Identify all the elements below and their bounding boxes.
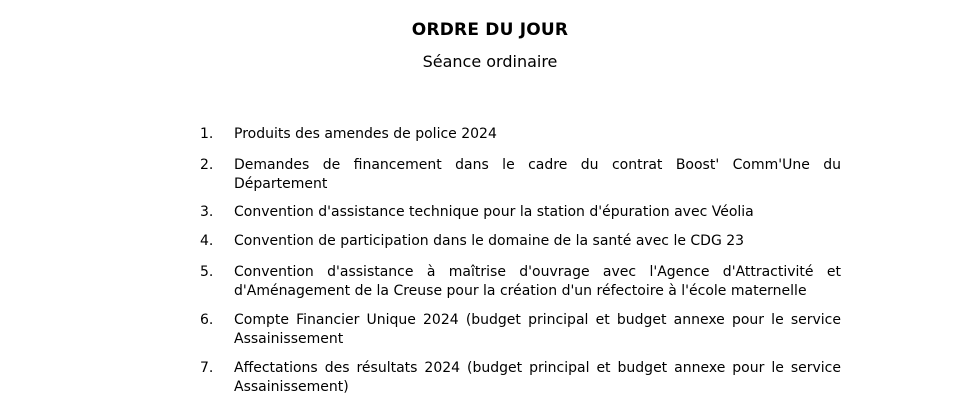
agenda-item-text: Affectations des résultats 2024 (budget principal et budget annexe pour le service Assainissement) bbox=[234, 360, 841, 395]
agenda-item-number: 7. bbox=[200, 360, 214, 376]
agenda-item-text: Convention d'assistance technique pour la station d'épuration avec Véolia bbox=[234, 204, 754, 220]
agenda-item-number: 4. bbox=[200, 233, 214, 249]
agenda-item bbox=[200, 263, 841, 301]
agenda-item bbox=[200, 311, 841, 349]
agenda-item-number: 3. bbox=[200, 204, 214, 220]
agenda-item-number: 5. bbox=[200, 264, 214, 280]
agenda-item bbox=[200, 125, 841, 144]
agenda-item-number: 2. bbox=[200, 157, 214, 173]
agenda-item-text: Demandes de financement dans le cadre du contrat Boost' Comm'Une du Département bbox=[234, 157, 841, 192]
agenda-item bbox=[200, 156, 841, 194]
agenda-item-text: Compte Financier Unique 2024 (budget principal et budget annexe pour le service Assainissement bbox=[234, 312, 841, 347]
page-title: ORDRE DU JOUR bbox=[411, 20, 569, 40]
agenda-item-number: 6. bbox=[200, 312, 214, 328]
agenda-item-text: Convention de participation dans le domaine de la santé avec le CDG 23 bbox=[234, 233, 745, 249]
agenda-item bbox=[200, 359, 841, 397]
agenda-item-text: Convention d'assistance à maîtrise d'ouvrage avec l'Agence d'Attractivité et d'Aménagement de la Creuse pour la création d'un réfectoire à l'école maternelle bbox=[234, 264, 841, 299]
agenda-item bbox=[200, 203, 841, 222]
agenda-item bbox=[200, 232, 841, 251]
agenda-list bbox=[200, 125, 841, 397]
agenda-item-number: 1. bbox=[200, 126, 214, 142]
page-subtitle: Séance ordinaire bbox=[422, 52, 558, 71]
agenda-item-text: Produits des amendes de police 2024 bbox=[234, 126, 497, 142]
